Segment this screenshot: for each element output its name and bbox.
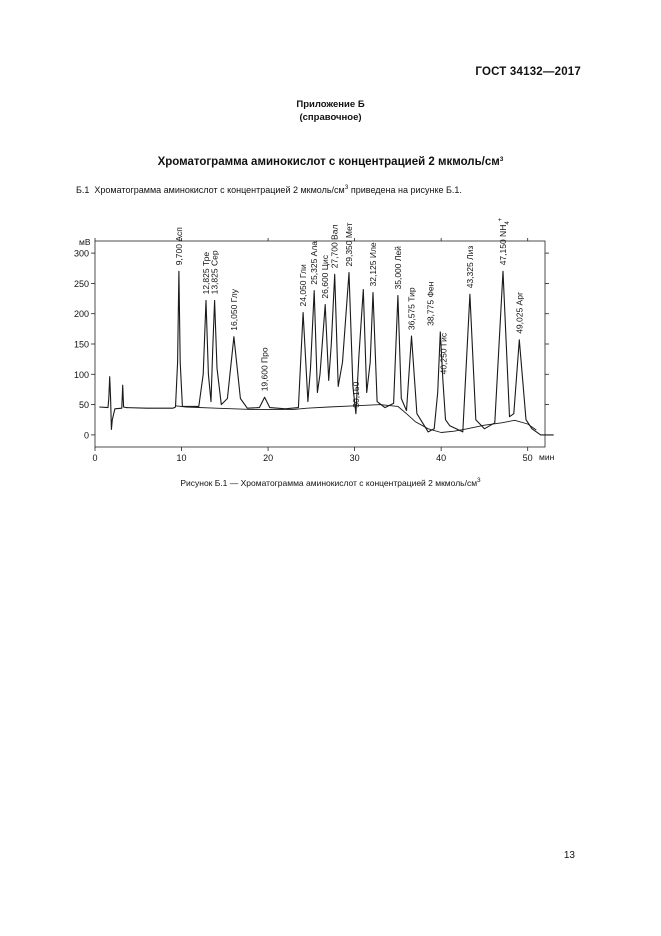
- peak-label: [309, 241, 319, 285]
- section-heading-sup: 3: [499, 156, 504, 163]
- peak-label-text: 47,150 NH: [498, 224, 508, 266]
- peak-label: [298, 264, 308, 306]
- intro-text-before: Хроматограмма аминокислот с концентрацией 2 мкмоль/см: [94, 185, 345, 195]
- peak-label-superscript: +: [498, 217, 504, 222]
- y-tick-label: 250: [73, 278, 89, 289]
- peak-label-text: 32,125 Иле: [368, 242, 378, 287]
- peak-label-text: 27,700 Вал: [329, 224, 340, 269]
- chromatogram-figure: [0, 215, 661, 465]
- section-heading-text: Хроматограмма аминокислот с концентрацией 2 мкмоль/см: [157, 156, 500, 168]
- y-axis-label: мВ: [79, 237, 91, 247]
- peak-label-text: 35,000 Лей: [392, 246, 403, 290]
- peak-label: [330, 225, 340, 269]
- peak-label-text: 29,350 Мет: [344, 222, 354, 267]
- y-tick-label: 0: [83, 430, 89, 441]
- page-number: 13: [563, 850, 575, 861]
- peak-label: [344, 223, 354, 267]
- peak-label-text: 38,775 Фен: [425, 281, 436, 326]
- peak-label: [210, 250, 220, 294]
- peak-label-text: 9,700 Асп: [173, 227, 184, 266]
- peak-label-text: 24,050 Гли: [298, 264, 309, 307]
- standard-number: ГОСТ 34132—2017: [475, 66, 581, 78]
- peak-label-text: 13,825 Сер: [209, 250, 220, 295]
- intro-sup: 3: [344, 184, 349, 191]
- figure-caption-sup: 3: [477, 477, 481, 484]
- x-tick-label: 40: [436, 453, 447, 463]
- peak-label-text: 43,325 Лиз: [464, 245, 475, 289]
- peak-label: [393, 246, 403, 290]
- peak-label: [229, 288, 239, 330]
- peak-label: [320, 254, 330, 298]
- peak-label-text: 40,250 Гис: [438, 332, 449, 375]
- y-tick-label: 100: [73, 369, 89, 380]
- appendix-title-block: [0, 98, 661, 124]
- peak-label-text: 49,025 Арг: [514, 291, 525, 334]
- appendix-title: Приложение Б: [296, 99, 365, 110]
- x-tick-label: 10: [176, 453, 187, 463]
- peak-label-text: 36,575 Тир: [406, 287, 417, 331]
- x-tick-label: 20: [263, 453, 274, 463]
- section-heading: [0, 156, 661, 168]
- peak-label: [351, 381, 361, 407]
- intro-paragraph: [76, 185, 462, 195]
- peak-label: [465, 246, 475, 289]
- x-tick-label: 30: [349, 453, 360, 463]
- peak-label: [514, 292, 524, 334]
- peak-label: [426, 281, 436, 326]
- x-tick-label: 50: [522, 453, 533, 463]
- peak-label: [260, 347, 270, 391]
- peak-label: [368, 242, 378, 286]
- peak-label: [174, 227, 184, 266]
- intro-text-after: приведена на рисунке Б.1.: [348, 185, 462, 195]
- peak-label: [407, 287, 417, 330]
- chromatogram-chart: [0, 215, 661, 465]
- intro-number: Б.1: [76, 185, 90, 195]
- peak-label-text: 25,325 Ала: [309, 240, 320, 285]
- peak-label-text: 19,600 Про: [259, 347, 270, 392]
- y-tick-label: 50: [78, 400, 89, 411]
- peak-label-text: 16,050 Глу: [228, 288, 239, 331]
- peak-label-text: 26,600 Цис: [320, 254, 331, 299]
- peak-label-text: 12,825 Тре: [201, 251, 211, 295]
- y-tick-label: 200: [73, 309, 89, 320]
- y-tick-label: 150: [73, 339, 89, 350]
- peak-label-text: 30,150: [350, 381, 361, 408]
- y-tick-label: 300: [73, 248, 89, 259]
- x-axis-label: мин: [539, 452, 555, 462]
- peak-label-subscript: 4: [505, 221, 511, 225]
- x-tick-label: 0: [92, 453, 98, 463]
- appendix-subtitle: (справочное): [299, 112, 362, 123]
- figure-caption-text: Рисунок Б.1 — Хроматограмма аминокислот с концентрацией 2 мкмоль/см: [180, 478, 478, 488]
- figure-caption: [0, 478, 661, 488]
- peak-label: [438, 332, 448, 374]
